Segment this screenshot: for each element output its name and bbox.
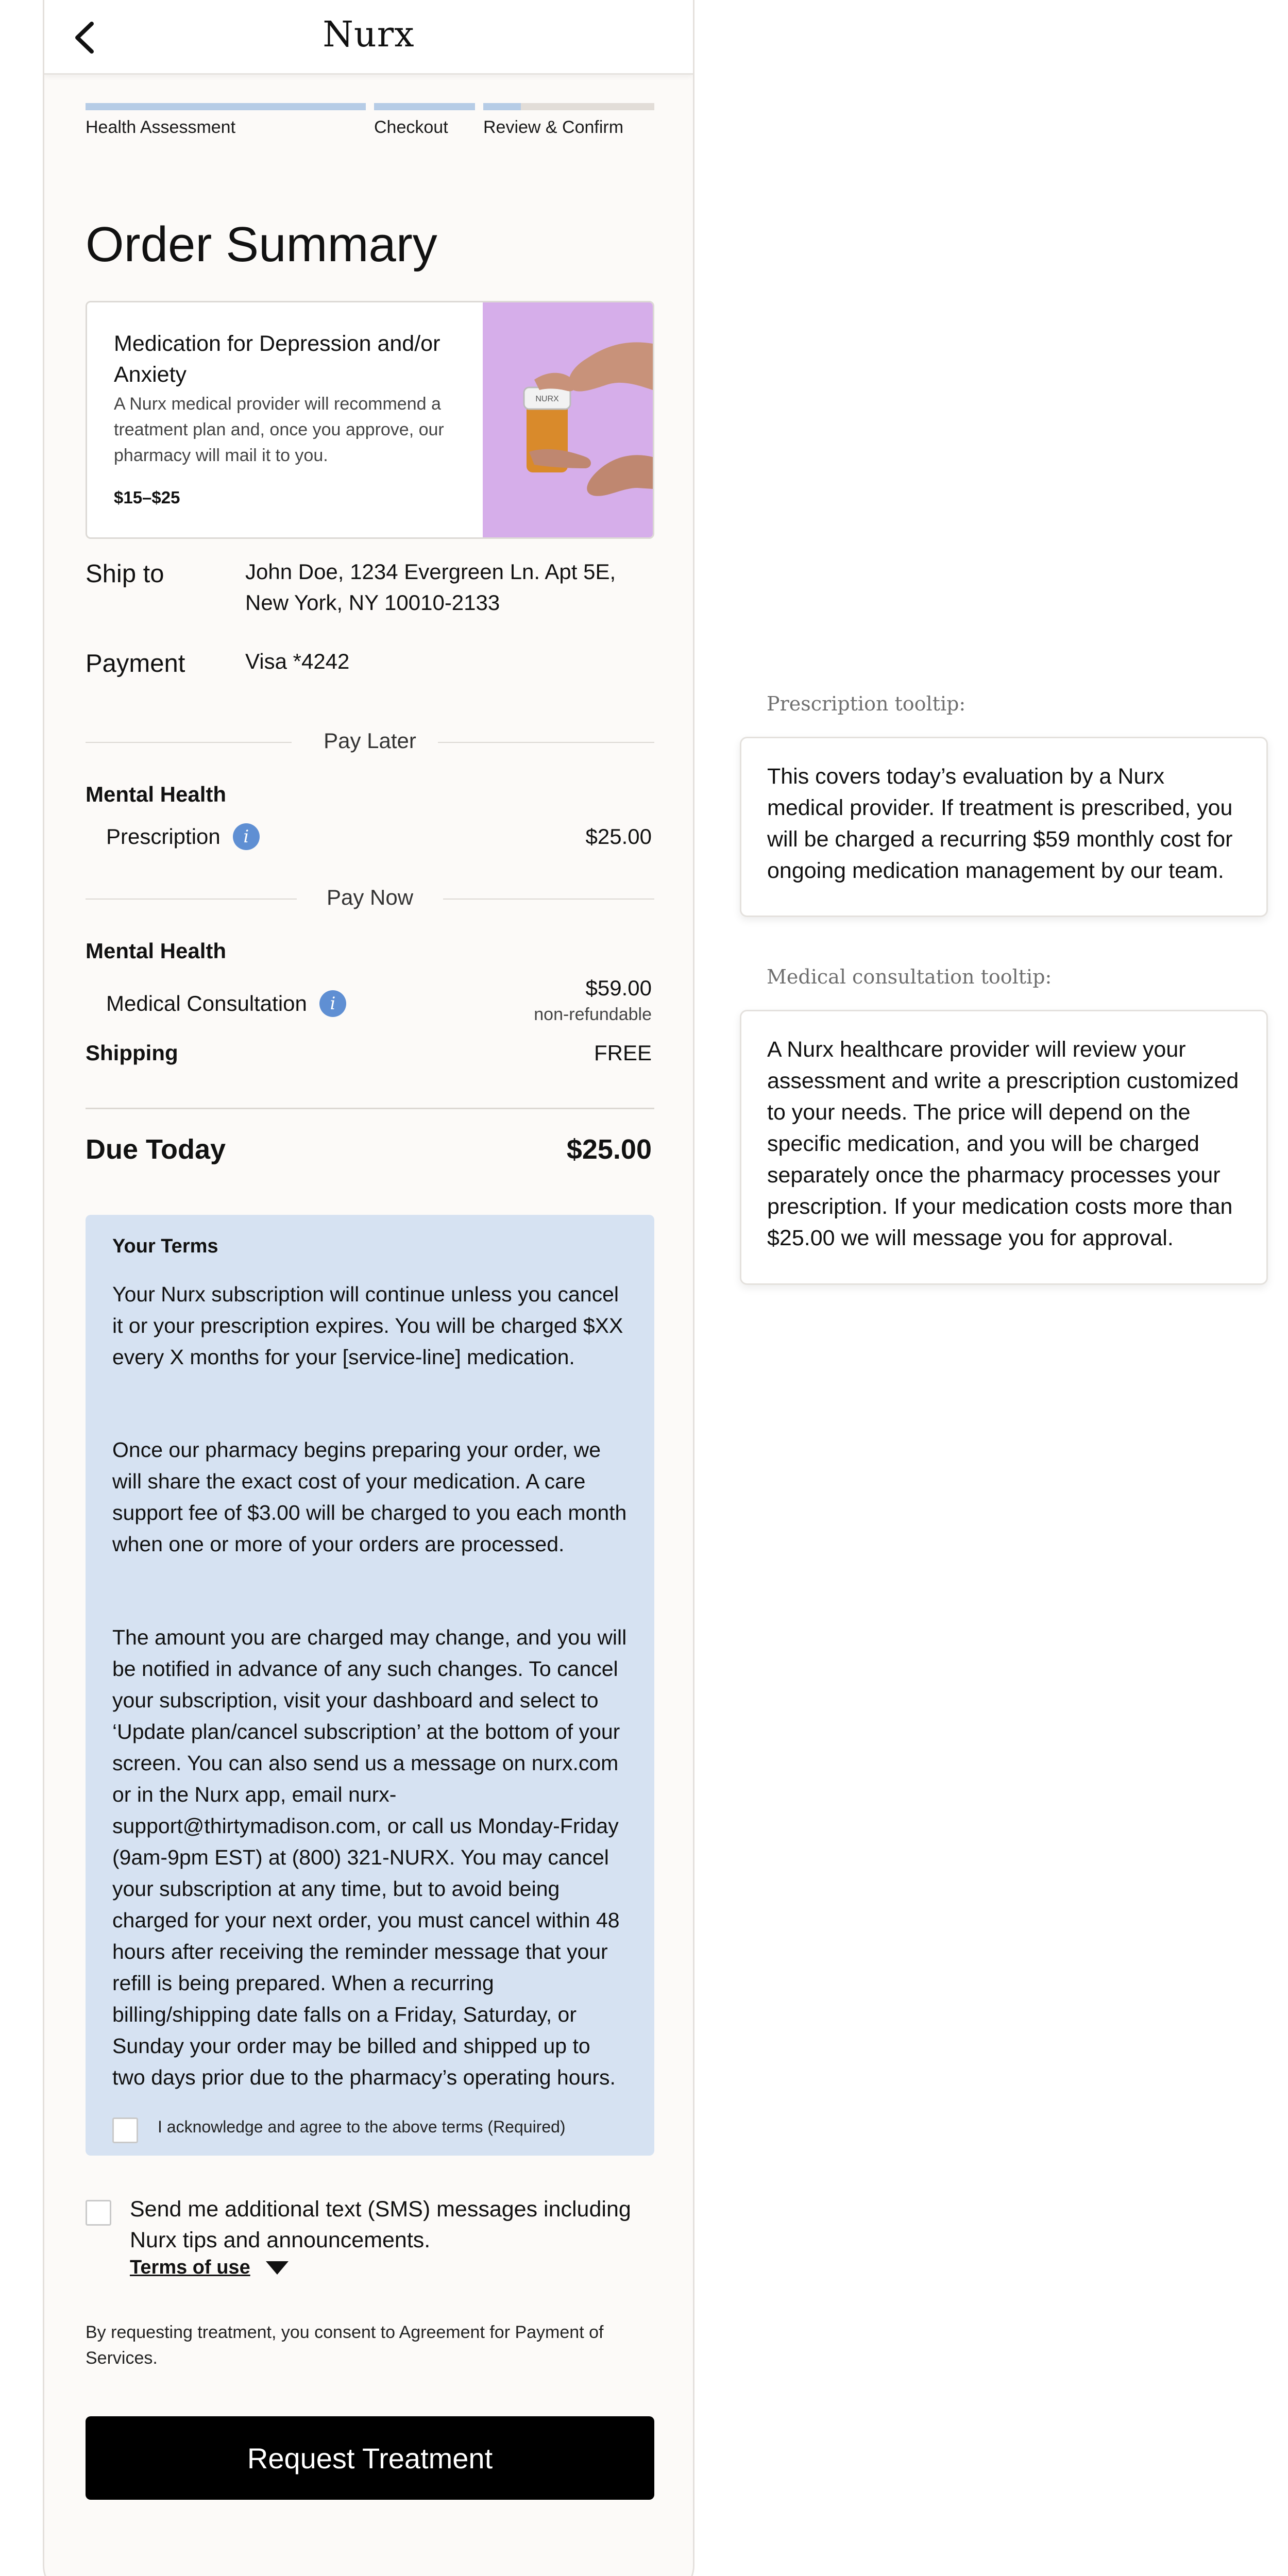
bottle-label: NURX: [535, 395, 559, 403]
due-today-amount: $25.00: [566, 1134, 652, 1165]
terms-of-use-toggle[interactable]: [130, 2257, 289, 2279]
pay-later-category: Mental Health: [86, 782, 227, 806]
terms-panel: [86, 1215, 654, 2156]
terms-paragraph-1: Your Nurx subscription will continue unless you cancel it or your prescription expires. You will be charged $XX every X months for your [service-line] medication.: [112, 1282, 623, 1369]
pay-later-heading: Pay Later: [324, 728, 416, 753]
product-description: A Nurx medical provider will recommend a treatment plan and, once you approve, our pharmacy will mail it to you.: [114, 394, 444, 465]
consultation-price: $59.00: [585, 976, 652, 1000]
consultation-row: [106, 988, 346, 1019]
progress-bar-checkout: [374, 103, 475, 110]
shipping-label: Shipping: [86, 1041, 178, 1065]
product-price: $15–$25: [114, 488, 180, 507]
step-label-checkout: Checkout: [374, 117, 448, 137]
acknowledge-terms-label: I acknowledge and agree to the above terms (Required): [158, 2117, 566, 2136]
pay-now-heading: Pay Now: [326, 885, 414, 909]
acknowledge-terms-checkbox[interactable]: [112, 2117, 138, 2143]
top-bar: [44, 0, 693, 75]
consultation-tooltip-caption: Medical consultation tooltip:: [767, 965, 1052, 988]
terms-title: Your Terms: [112, 1235, 218, 1257]
consultation-note: non-refundable: [534, 1005, 652, 1024]
sms-opt-in-checkbox[interactable]: [86, 2200, 111, 2226]
terms-paragraph-3: The amount you are charged may change, and you will be notified in advance of any such changes. To cancel your subscription, visit your dashboard and select to ‘Update plan/cancel subscription’ at the bottom of your screen. You can also send us a message on nurx.com or in the Nurx app, email nurx-support@thirtymadison.com, or call us Monday-Friday (9am-9pm EST) at (800) 321-NURX. You may cancel your subscription at any time, but to avoid being charged for your next order, you must cancel within 48 hours after receiving the reminder message that your refill is being prepared. When a recurring billing/shipping date falls on a Friday, Saturday, or Sunday your order may be billed and shipped up to two days prior due to the pharmacy’s operating hours.: [112, 1625, 627, 2089]
terms-of-use-link[interactable]: Terms of use: [130, 2257, 250, 2278]
hands-with-pill-bottle-illustration: [483, 302, 653, 539]
progress-bar-fill: [483, 103, 521, 110]
page-title: Order Summary: [86, 217, 437, 272]
consent-text: By requesting treatment, you consent to Agreement for Payment of Services.: [86, 2323, 604, 2368]
product-title: Medication for Depression and/or Anxiety: [114, 331, 440, 387]
consultation-label: Medical Consultation: [106, 991, 307, 1015]
prescription-label: Prescription: [106, 824, 221, 849]
due-today-label: Due Today: [86, 1134, 226, 1165]
step-label-review-confirm: Review & Confirm: [483, 117, 624, 137]
payment-label: Payment: [86, 650, 185, 677]
prescription-price: $25.00: [585, 824, 652, 849]
consultation-info-icon[interactable]: i: [319, 990, 346, 1017]
pay-now-category: Mental Health: [86, 939, 227, 963]
ship-to-label: Ship to: [86, 560, 164, 588]
progress-bar-review-confirm: [483, 103, 654, 110]
prescription-tooltip: [740, 737, 1268, 917]
checkout-screen: [43, 0, 694, 2576]
prescription-tooltip-text: This covers today’s evaluation by a Nurx medical provider. If treatment is prescribed, you will be charged a recurring $59 monthly cost for ongoing medication management by our team.: [767, 764, 1233, 883]
payment-method: Visa *4242: [245, 649, 350, 673]
terms-paragraph-2: Once our pharmacy begins preparing your order, we will share the exact cost of your medication. A care support fee of $3.00 will be charged to you each month when one or more of your orders are processed.: [112, 1438, 627, 1556]
prescription-row: [106, 821, 260, 852]
caret-down-icon: [266, 2261, 289, 2275]
prescription-info-icon[interactable]: i: [233, 823, 260, 850]
shipping-address: John Doe, 1234 Evergreen Ln. Apt 5E, New York, NY 10010-2133: [245, 560, 616, 615]
consultation-tooltip: [740, 1010, 1268, 1285]
sms-opt-in-label: Send me additional text (SMS) messages including Nurx tips and announcements.: [130, 2197, 631, 2252]
progress-bar-health-assessment: [86, 103, 366, 110]
product-card: [86, 301, 654, 539]
consultation-tooltip-text: A Nurx healthcare provider will review your assessment and write a prescription customized to your needs. The price will depend on the specific medication, and you will be charged separately once the pharmacy processes your prescription. If your medication costs more than $25.00 we will message you for approval.: [767, 1037, 1239, 1250]
total-divider: [86, 1108, 654, 1109]
product-image: [483, 302, 653, 537]
brand-logo: Nurx: [323, 14, 415, 55]
request-treatment-button[interactable]: Request Treatment: [86, 2416, 654, 2500]
step-label-health-assessment: Health Assessment: [86, 117, 236, 137]
shipping-price: FREE: [594, 1041, 652, 1065]
prescription-tooltip-caption: Prescription tooltip:: [767, 692, 966, 715]
